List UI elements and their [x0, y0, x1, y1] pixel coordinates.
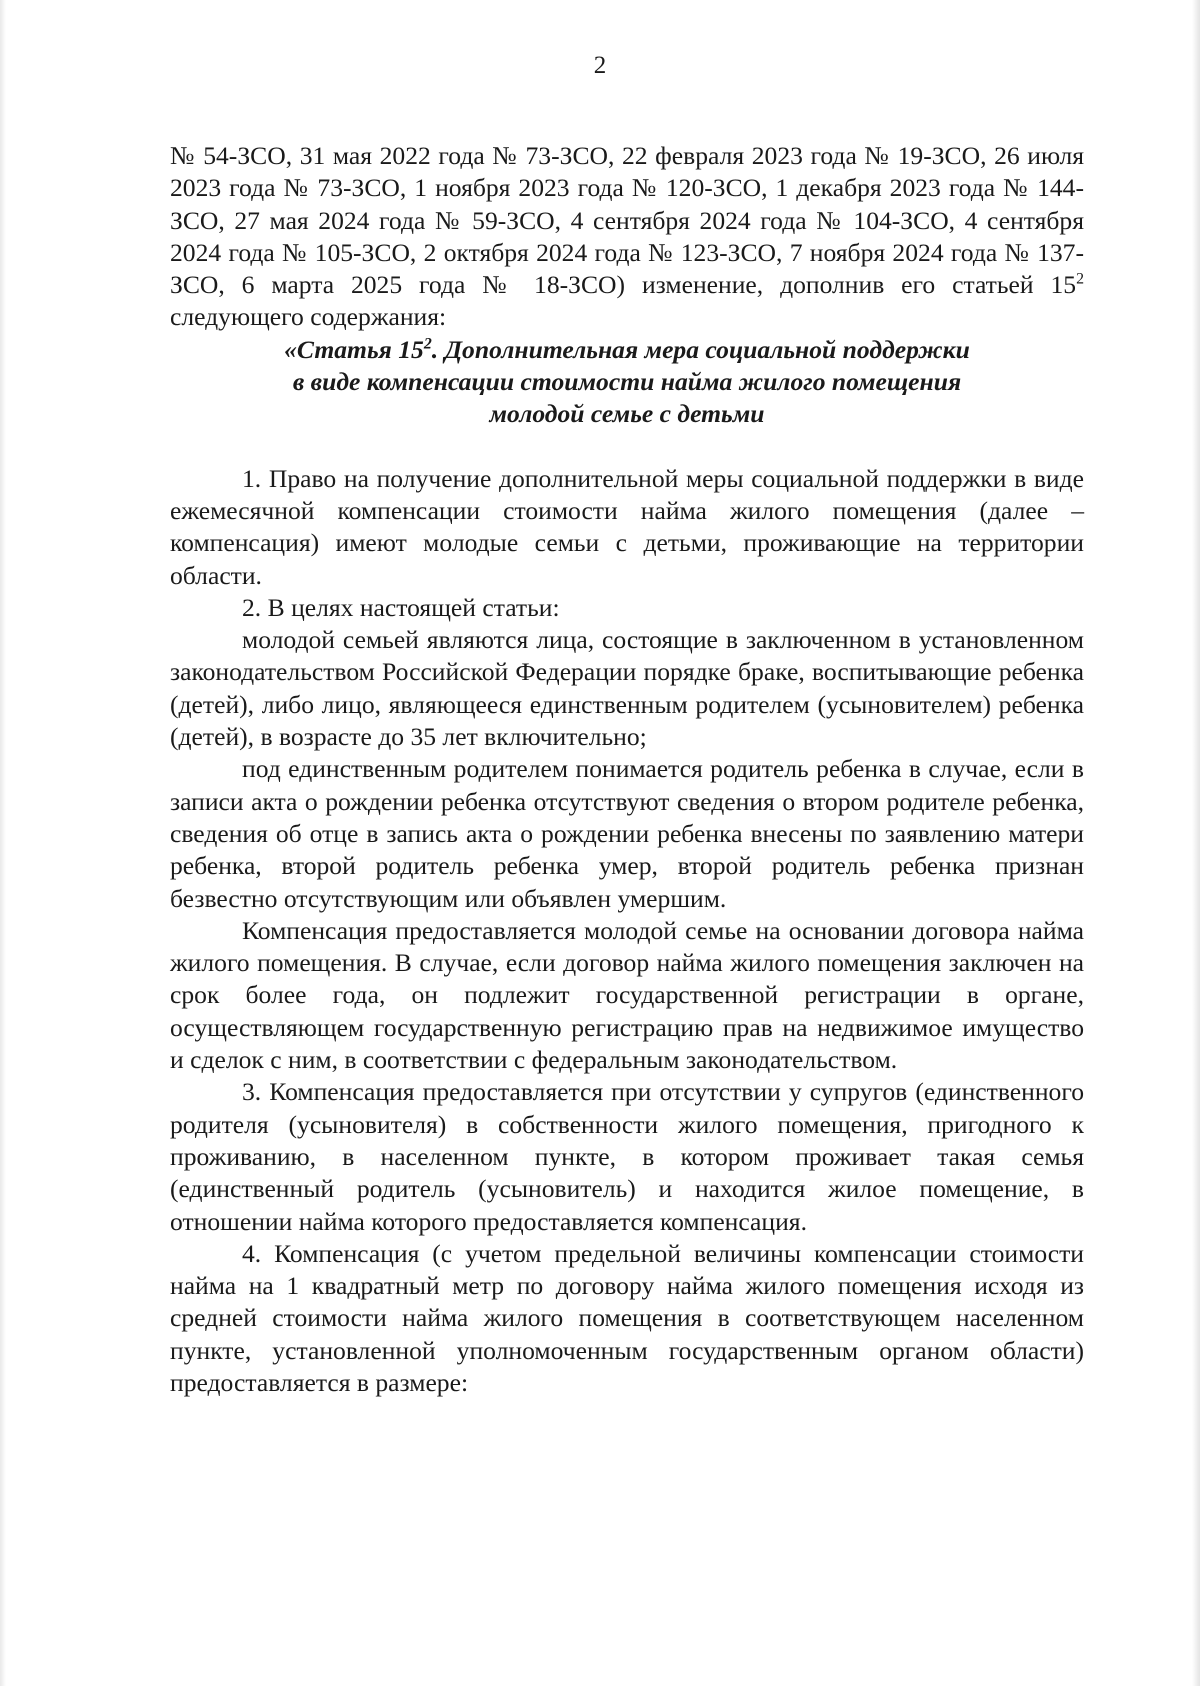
article-title-line-3: молодой семье с детьми — [489, 399, 765, 429]
article-title-superscript: 2 — [423, 335, 432, 353]
paragraph-young-family-definition: молодой семьей являются лица, состоящие в заключенном в установленном законодательством Российской Федерации порядке браке, воспитывающие ребенка (детей), либо лицо, являющееся единственным родителем (усыновителем) ребенка (детей), в возрасте до 35 лет включительно; — [170, 625, 1084, 752]
scan-edge-left — [0, 0, 6, 1686]
intro-text: № 54-ЗСО, 31 мая 2022 года № 73-ЗСО, 22 февраля 2023 года № 19-ЗСО, 26 июля 2023 года № 73-ЗСО, 1 ноября 2023 года № 120-ЗСО, 1 декабря 2023 года № 144-ЗСО, 27 мая 2024 года № 59-ЗСО, 4 сентября 2024 года № 104-ЗСО, 4 сентября 2024 года № 105-ЗСО, 2 октября 2024 года № 123-ЗСО, 7 ноября 2024 года № 137-ЗСО, 6 марта 2025 года № 18-ЗСО) изменение, дополнив его статьей 15 — [170, 141, 1084, 300]
article-title — [170, 334, 1084, 431]
intro-text-end: следующего содержания: — [170, 302, 447, 332]
paragraph-single-parent-definition: под единственным родителем понимается родитель ребенка в случае, если в записи акта о рождении ребенка отсутствуют сведения о втором родителе ребенка, сведения об отце в запись акта о рождении ребенка внесены по заявлению матери ребенка, второй родитель ребенка умер, второй родитель ребенка признан безвестно отсутствующим или объявлен умершим. — [170, 754, 1084, 913]
document-body — [170, 140, 1084, 1399]
paragraph-4: 4. Компенсация (с учетом предельной величины компенсации стоимости найма на 1 квадратный метр по договору найма жилого помещения исходя из средней стоимости найма жилого помещения в соответствующем населенном пункте, установленной уполномоченным государственным органом области) предоставляется в размере: — [170, 1238, 1084, 1397]
article-title-line-1 — [170, 334, 1084, 366]
intro-paragraph — [170, 140, 1084, 334]
page-number: 2 — [593, 52, 607, 79]
paragraph-3: 3. Компенсация предоставляется при отсутствии у супругов (единственного родителя (усыновителя) в собственности жилого помещения, пригодного к проживанию, в населенном пункте, в котором проживает такая семья (единственный родитель (усыновитель) и находится жилое помещение, в отношении найма которого предоставляется компенсация. — [170, 1077, 1084, 1236]
paragraph-2: 2. В целях настоящей статьи: — [242, 592, 560, 622]
paragraph-compensation-basis: Компенсация предоставляется молодой семье на основании договора найма жилого помещения. В случае, если договор найма жилого помещения заключен на срок более года, он подлежит государственной регистрации в органе, осуществляющем государственную регистрацию прав на недвижимое имущество и сделок с ним, в соответствии с федеральным законодательством. — [170, 915, 1084, 1075]
paragraph-1: 1. Право на получение дополнительной меры социальной поддержки в виде ежемесячной компенсации стоимости найма жилого помещения (далее – компенсация) имеют молодые семьи с детьми, проживающие на территории области. — [170, 463, 1084, 590]
intro-superscript: 2 — [1076, 270, 1084, 288]
article-title-line-1-rest: . Дополнительная мера социальной поддержки — [431, 334, 970, 364]
title-spacing — [170, 431, 1084, 463]
article-title-prefix: «Статья 15 — [284, 334, 424, 364]
article-title-line-2: в виде компенсации стоимости найма жилого помещения — [292, 367, 962, 397]
scan-edge-right — [1192, 0, 1200, 1686]
